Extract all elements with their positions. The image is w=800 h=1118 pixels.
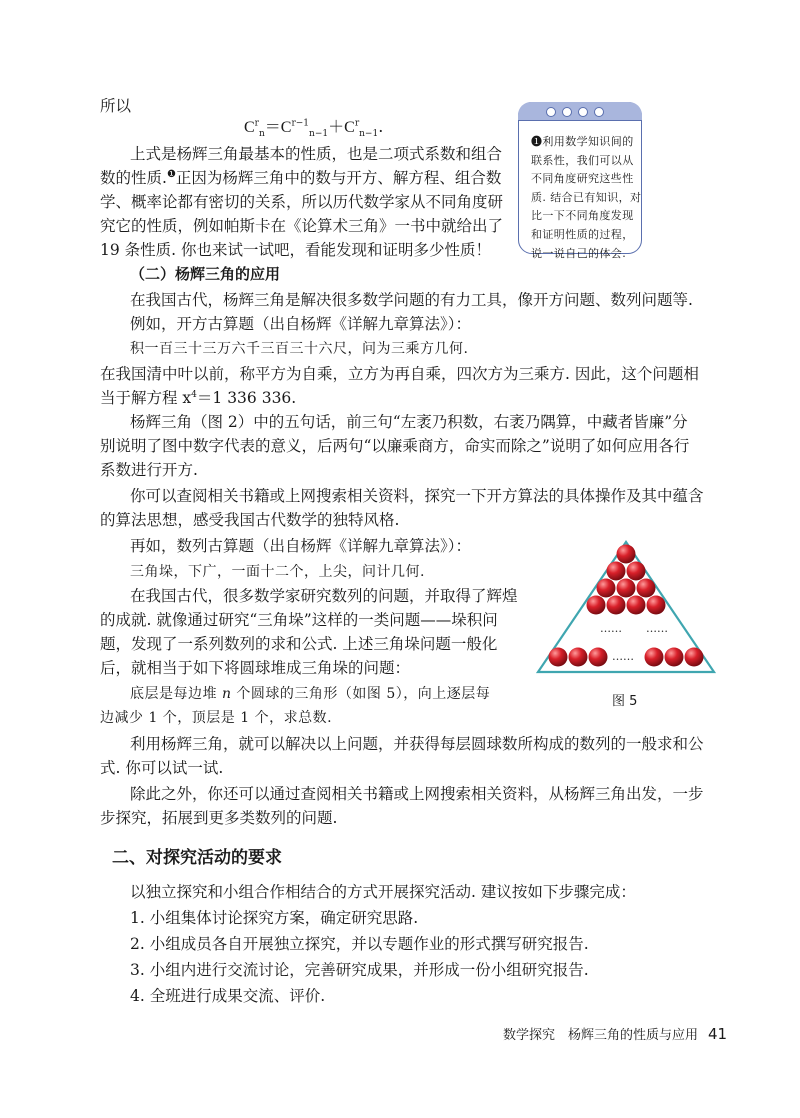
paragraph-line: 数的性质.$^❶$正因为杨辉三角中的数与开方、解方程、组合数 bbox=[100, 168, 502, 187]
paragraph-line: 利用杨辉三角，就可以解决以上问题，并获得每层圆球数所构成的数列的一般求和公 bbox=[130, 735, 704, 753]
paragraph-line: 别说明了图中数字代表的意义，后两句“以廉乘商方，命实而除之”说明了如何应用各行 bbox=[100, 437, 690, 455]
step-item: 4. 全班进行成果交流、评价. bbox=[130, 987, 326, 1005]
binder-hole bbox=[562, 107, 572, 117]
ball bbox=[685, 648, 704, 667]
ball bbox=[627, 562, 646, 581]
paragraph-line: 上式是杨辉三角最基本的性质，也是二项式系数和组合 bbox=[130, 145, 503, 163]
paragraph-line: 的算法思想，感受我国古代数学的独特风格. bbox=[100, 511, 400, 529]
paragraph-line: 在我国清中叶以前，称平方为自乘，立方为再自乘，四次方为三乘方. 因此，这个问题相 bbox=[100, 365, 699, 383]
ball bbox=[617, 545, 636, 564]
binder-hole bbox=[546, 107, 556, 117]
paragraph-line: 以独立探究和小组合作相结合的方式开展探究活动. 建议按如下步骤完成： bbox=[130, 883, 636, 901]
ball bbox=[647, 596, 666, 615]
ball bbox=[607, 596, 626, 615]
figure-ball-pyramid bbox=[536, 540, 718, 676]
text-so: 所以 bbox=[100, 97, 132, 115]
note-marker-1: ❶ bbox=[166, 168, 176, 180]
ball bbox=[665, 648, 684, 667]
problem-line: 边减少 1 个，顶层是 1 个，求总数. bbox=[100, 710, 333, 726]
ball bbox=[607, 562, 626, 581]
ball bbox=[645, 648, 664, 667]
paragraph-line: 究它的性质，例如帕斯卡在《论算术三角》一书中就给出了 bbox=[100, 217, 504, 235]
step-item: 1. 小组集体讨论探究方案，确定研究思路. bbox=[130, 909, 419, 927]
ellipsis-bottom: …… bbox=[612, 650, 634, 663]
paragraph-line: 你可以查阅相关书籍或上网搜索相关资料，探究一下开方算法的具体操作及其中蕴含 bbox=[130, 487, 704, 505]
ball bbox=[589, 648, 608, 667]
ball bbox=[627, 596, 646, 615]
paragraph-line: 题，发现了一系列数列的求和公式. 上述三角垛问题一般化 bbox=[100, 635, 498, 653]
ellipsis-left: …… bbox=[600, 622, 622, 635]
paragraph-line: 系数进行开方. bbox=[100, 461, 198, 479]
running-title: 数学探究 杨辉三角的性质与应用 bbox=[503, 1028, 699, 1043]
paragraph-line: 除此之外，你还可以通过查阅相关书籍或上网搜索相关资料，从杨辉三角出发，一步 bbox=[130, 785, 704, 803]
ball-pyramid-illustration bbox=[536, 540, 718, 676]
binder-hole bbox=[594, 107, 604, 117]
side-note-text: ❶利用数学知识间的联系性，我们可以从不同角度研究这些性质. 结合已有知识，对比一下不同角度发现和证明性质的过程，说一说自己的体会. bbox=[531, 135, 642, 260]
paragraph-line: 例如，开方古算题（出自杨辉《详解九章算法》）： bbox=[130, 315, 472, 333]
paragraph-line: 式. 你可以试一试. bbox=[100, 759, 224, 777]
quote-line: 积一百三十三万六千三百三十六尺，问为三乘方几何. bbox=[130, 341, 469, 357]
section-heading: 二、对探究活动的要求 bbox=[112, 848, 282, 868]
step-item: 2. 小组成员各自开展独立探究，并以专题作业的形式撰写研究报告. bbox=[130, 935, 589, 953]
paragraph-line: 在我国古代，很多数学家研究数列的问题，并取得了辉煌 bbox=[130, 587, 518, 605]
ball bbox=[597, 579, 616, 598]
step-item: 3. 小组内进行交流讨论，完善研究成果，并形成一份小组研究报告. bbox=[130, 961, 589, 979]
quote-line: 三角垛，下广，一面十二个，上尖，问计几何. bbox=[130, 564, 425, 580]
ball bbox=[587, 596, 606, 615]
formula-pascal-identity: $C^r_n=C^{r-1}_{n-1}+C^r_{n-1}$. bbox=[244, 117, 384, 140]
problem-line: 底层是每边堆 n 个圆球的三角形（如图 5），向上逐层每 bbox=[130, 686, 491, 702]
side-note bbox=[518, 102, 642, 260]
figure-caption: 图 5 bbox=[612, 694, 638, 709]
page-footer bbox=[503, 1024, 727, 1043]
binder-hole bbox=[578, 107, 588, 117]
paragraph-line: 在我国古代，杨辉三角是解决很多数学问题的有力工具，像开方问题、数列问题等. bbox=[130, 291, 693, 309]
paragraph-line: 19 条性质. 你也来试一试吧，看能发现和证明多少性质！ bbox=[100, 241, 492, 259]
paragraph-line: 当于解方程 $x^4=1$ 336 336. bbox=[100, 389, 297, 407]
side-note-tab bbox=[518, 102, 642, 121]
ellipsis-right: …… bbox=[646, 622, 668, 635]
ball bbox=[637, 579, 656, 598]
paragraph-line: 杨辉三角（图 2）中的五句话，前三句“左袤乃积数，右袤乃隅算，中藏者皆廉”分 bbox=[130, 413, 688, 431]
paragraph-line: 步探究，拓展到更多类数列的问题. bbox=[100, 809, 338, 827]
subsection-heading: （二）杨辉三角的应用 bbox=[130, 265, 281, 283]
ball bbox=[617, 579, 636, 598]
ball bbox=[569, 648, 588, 667]
paragraph-line: 学、概率论都有密切的关系，所以历代数学家从不同角度研 bbox=[100, 193, 504, 211]
paragraph-line: 的成就. 就像通过研究“三角垛”这样的一类问题——垛积问 bbox=[100, 611, 498, 629]
ball bbox=[549, 648, 568, 667]
paragraph-line: 后，就相当于如下将圆球堆成三角垛的问题： bbox=[100, 659, 411, 677]
page-number: 41 bbox=[708, 1025, 728, 1043]
paragraph-line: 再如，数列古算题（出自杨辉《详解九章算法》）： bbox=[130, 537, 472, 555]
